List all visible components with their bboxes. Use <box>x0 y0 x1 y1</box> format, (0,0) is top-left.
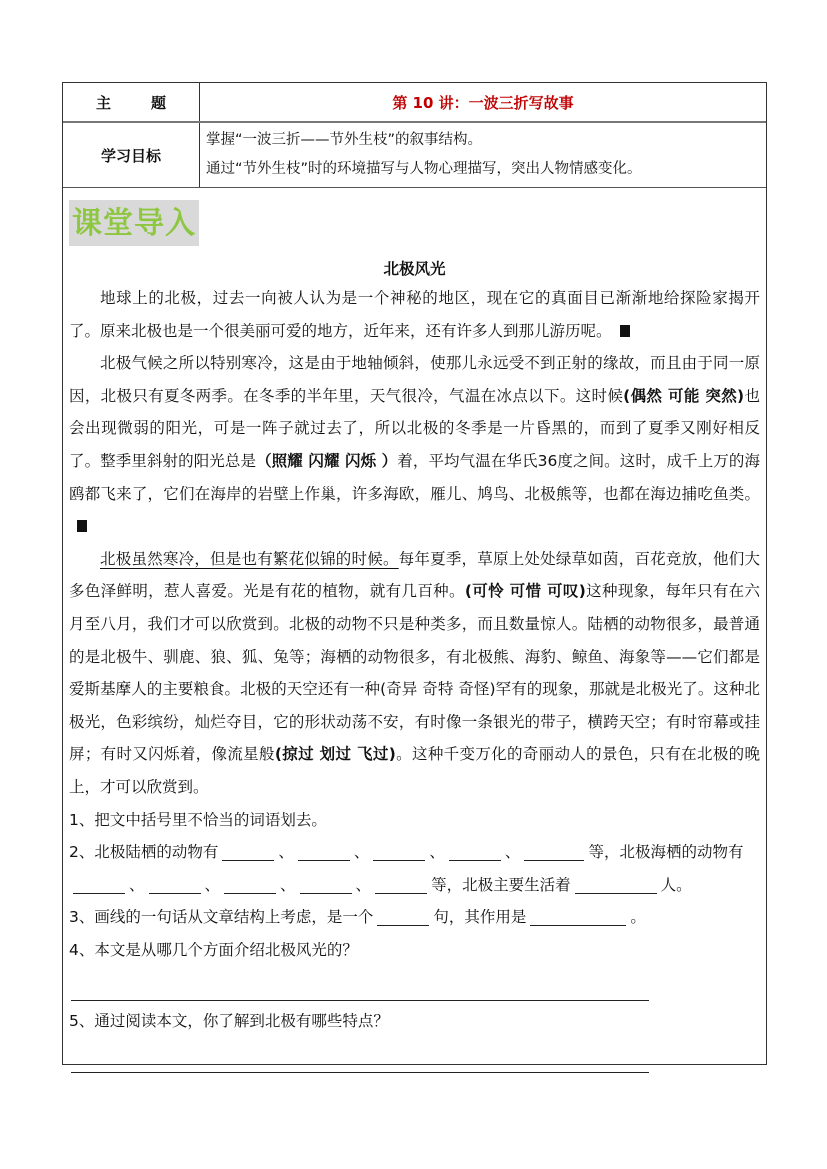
answer-blank[interactable] <box>449 842 501 861</box>
underlined-sentence: 北极虽然寒冷，但是也有繁花似锦的时候。 <box>100 549 399 568</box>
black-square-marker-icon <box>620 325 630 337</box>
answer-blank[interactable] <box>300 875 352 894</box>
answer-blank[interactable] <box>524 842 584 861</box>
topic-label <box>63 83 200 121</box>
paragraph-text: 北极气候之所以特别寒冷，这是由于地轴倾斜，使那儿永远受不到正射的缘故，而且由于同一原因，北极只有夏冬两季。在冬季的半年里，天气很冷，气温在冰点以下。这时候 <box>69 354 760 405</box>
goal-item: 掌握“一波三折——节外生枝”的叙事结构。 <box>206 132 483 148</box>
topic-row <box>63 83 766 123</box>
separator: 、 <box>504 843 521 862</box>
paragraph-text: 每年夏季，草原上处处绿草如茵，百花竞放，他们大多色泽鲜明，惹人喜爱。光是有花的植物，就有几百种。 <box>69 549 760 601</box>
question-text: 人。 <box>660 875 692 894</box>
question-4: 4、本文是从哪几个方面介绍北极风光的？ <box>69 940 358 959</box>
question-text: 。 <box>630 908 646 927</box>
goals-label: 学习目标 <box>63 123 200 187</box>
paragraph-text: 这种现象，每年只有在六月至八月，我们才可以欣赏到。北极的动物不只是种类多，而且数量惊人。陆栖的动物很多，最普通的是北极牛、驯鹿、狼、狐、兔等；海栖的动物很多，有北极熊、海豹、鲸鱼、海象等——它们都是爱斯基摩人的主要粮食。北极的天空还有一种(奇异 奇特 奇怪)罕有的现象，那就是北极光了。这种北极光，色彩缤纷，灿烂夺目，它的形状动荡不安，有时像一条银光的带子，横跨天空；有时帘幕或挂屏；有时又闪烁着，像流星般 <box>69 582 760 764</box>
lesson-body <box>63 188 766 1064</box>
lesson-title: 第 10 讲：一波三折写故事 <box>392 93 574 112</box>
answer-blank[interactable] <box>222 842 274 861</box>
answer-blank[interactable] <box>575 875 657 894</box>
paragraph-text: 也会出现微弱的阳光，可是一阵子就过去了，所以北极的冬季是一片昏黑的，而到了夏季又刚好相反了。整季里斜射的阳光总是 <box>69 386 760 470</box>
word-choice: (可怜 可惜 可叹) <box>464 582 586 601</box>
paragraph-text: 。这种千变万化的奇丽动人的景色，只有在北极的晚上，才可以欣赏到。 <box>69 745 760 796</box>
article-paragraph-3 <box>69 543 760 804</box>
question-text: 等，北极主要生活着 <box>431 875 571 894</box>
separator: 、 <box>355 875 372 894</box>
article-paragraph-1 <box>69 282 760 347</box>
answer-blank[interactable] <box>149 875 201 894</box>
topic-label-char-2: 题 <box>151 93 167 112</box>
lesson-sheet <box>62 82 767 1065</box>
answer-blank[interactable] <box>530 907 626 926</box>
answer-blank[interactable] <box>224 875 276 894</box>
separator: 、 <box>129 875 145 894</box>
question-text: 3、画线的一句话从文章结构上考虑，是一个 <box>69 908 374 927</box>
separator: 、 <box>278 843 294 862</box>
article-title: 北极风光 <box>383 260 446 278</box>
question-1: 1、把文中括号里不恰当的词语划去。 <box>69 810 327 829</box>
answer-blank[interactable] <box>377 907 429 926</box>
separator: 、 <box>280 875 296 894</box>
word-choice: (偶然 可能 突然) <box>623 386 745 405</box>
article-paragraph-2 <box>69 347 760 543</box>
answer-blank[interactable] <box>373 842 425 861</box>
goal-item: 通过“节外生枝”时的环境描写与人物心理描写，突出人物情感变化。 <box>206 161 642 177</box>
answer-line[interactable] <box>71 966 649 1001</box>
question-text: 2、北极陆栖的动物有 <box>69 843 219 862</box>
answer-line[interactable] <box>71 1038 649 1073</box>
word-choice: (掠过 划过 飞过) <box>274 745 396 764</box>
black-square-marker-icon <box>77 520 87 532</box>
goals-list <box>200 123 766 187</box>
answer-blank[interactable] <box>375 875 427 894</box>
paragraph-text: 地球上的北极，过去一向被人认为是一个神秘的地区，现在它的真面目已渐渐地给探险家揭开了。原来北极也是一个很美丽可爱的地方，近年来，还有许多人到那儿游历呢。 <box>69 289 760 340</box>
answer-blank[interactable] <box>298 842 350 861</box>
question-text: 句，其作用是 <box>433 908 527 927</box>
topic-label-char-1: 主 <box>95 93 111 112</box>
topic-value-cell <box>200 83 766 121</box>
section-badge: 课堂导入 <box>69 200 199 246</box>
word-choice: （照耀 闪耀 闪烁 ） <box>256 451 398 470</box>
goals-row <box>63 123 766 188</box>
question-3 <box>69 901 760 934</box>
answer-blank[interactable] <box>73 875 125 894</box>
question-2 <box>69 836 760 901</box>
separator: 、 <box>353 843 370 862</box>
separator: 、 <box>204 875 221 894</box>
separator: 、 <box>429 843 445 862</box>
paragraph-text: 着，平均气温在华氏36度之间。这时，成千上万的海鸥都飞来了，它们在海岸的岩壁上作巢，许多海欧，雁儿、鸠鸟、北极熊等，也都在海边捕吃鱼类。 <box>69 451 760 503</box>
question-text: 等，北极海栖的动物有 <box>588 843 744 862</box>
question-5: 5、通过阅读本文，你了解到北极有哪些特点？ <box>69 1012 389 1031</box>
